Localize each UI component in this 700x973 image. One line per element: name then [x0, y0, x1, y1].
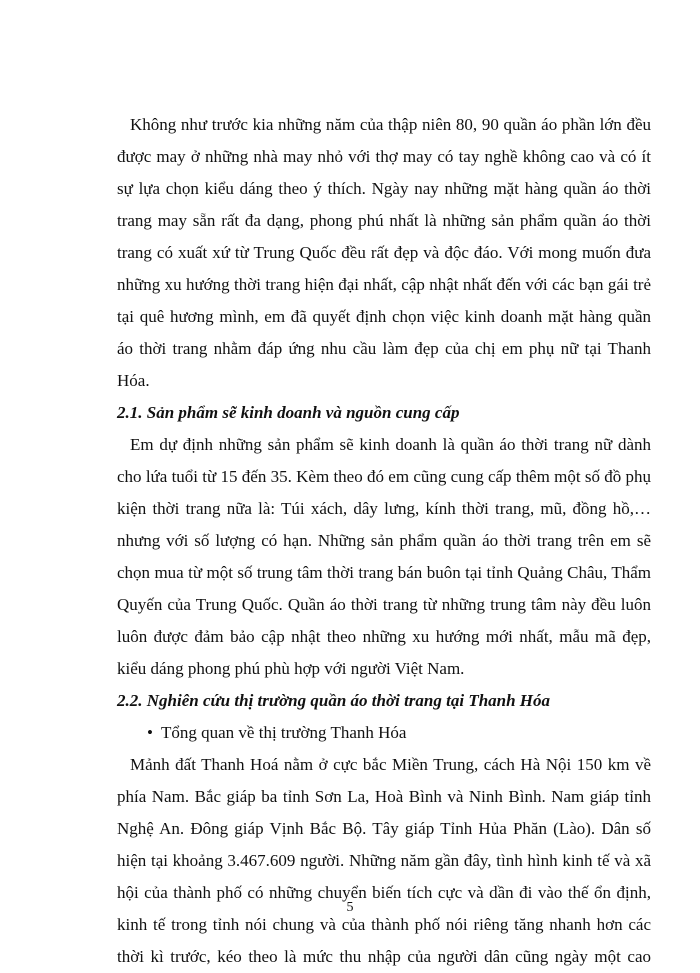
paragraph-line: tại quê hương mình, em đã quyết định chọn việc kinh doanh mặt hàng quần [117, 307, 651, 326]
paragraph-line: nhưng với số lượng có hạn. Những sản phẩm quần áo thời trang trên em sẽ [117, 531, 651, 550]
paragraph-line: chọn mua từ một số trung tâm thời trang bán buôn tại tỉnh Quảng Châu, Thẩm [117, 563, 651, 582]
paragraph-line: phía Nam. Bắc giáp ba tỉnh Sơn La, Hoà Bình và Ninh Bình. Nam giáp tỉnh [117, 787, 651, 806]
paragraph-line: hội của thành phố có những chuyển biến tích cực và dần đi vào thế ổn định, [117, 883, 651, 902]
intro-paragraph [117, 109, 651, 397]
bullet-icon: • [147, 723, 153, 742]
paragraph-line: hiện tại khoảng 3.467.609 người. Những năm gần đây, tình hình kinh tế và xã [117, 851, 651, 870]
paragraph-line: Em dự định những sản phẩm sẽ kinh doanh là quần áo thời trang nữ dành [130, 435, 651, 454]
paragraph-line: Nghệ An. Đông giáp Vịnh Bắc Bộ. Tây giáp Tỉnh Hủa Phăn (Lào). Dân số [117, 819, 651, 838]
paragraph-line: Quyến của Trung Quốc. Quần áo thời trang từ những trung tâm này đều luôn [117, 595, 651, 614]
paragraph-line: kinh tế trong tỉnh nói chung và của thành phố nói riêng tăng nhanh hơn các [117, 915, 651, 934]
paragraph-line: kiểu dáng phong phú phù hợp với người Việt Nam. [117, 659, 465, 678]
paragraph-line: Không như trước kia những năm của thập niên 80, 90 quần áo phần lớn đều [130, 115, 651, 134]
market-paragraph [117, 749, 651, 973]
paragraph-line: được may ở những nhà may nhỏ với thợ may có tay nghề không cao và có ít [117, 147, 651, 166]
section-heading-2-2: 2.2. Nghiên cứu thị trường quần áo thời trang tại Thanh Hóa [117, 691, 551, 710]
paragraph-line: kiện thời trang nữa là: Túi xách, dây lưng, kính thời trang, mũ, đồng hồ,… [117, 499, 651, 518]
bullet-text: Tổng quan về thị trường Thanh Hóa [161, 723, 407, 742]
paragraph-line: trang may sẵn rất đa dạng, phong phú nhất là những sản phẩm quần áo thời [117, 211, 651, 230]
paragraph-line: áo thời trang nhằm đáp ứng nhu cầu làm đẹp của chị em phụ nữ tại Thanh [117, 339, 651, 358]
paragraph-line: những xu hướng thời trang hiện đại nhất, cập nhật nhất đến với các bạn gái trẻ [117, 275, 651, 294]
paragraph-line: sự lựa chọn kiểu dáng theo ý thích. Ngày nay những mặt hàng quần áo thời [117, 179, 651, 198]
page-number: 5 [346, 900, 354, 915]
section-heading-2-1: 2.1. Sản phẩm sẽ kinh doanh và nguồn cung cấp [117, 403, 460, 422]
products-paragraph [117, 429, 651, 685]
paragraph-line: luôn được đảm bảo cập nhật theo những xu hướng mới nhất, mẫu mã đẹp, [117, 627, 651, 646]
bullet-item [117, 717, 651, 749]
paragraph-line: trang có xuất xứ từ Trung Quốc đều rất đẹp và độc đáo. Với mong muốn đưa [117, 243, 651, 262]
paragraph-line: Hóa. [117, 371, 150, 390]
paragraph-line: Mảnh đất Thanh Hoá nằm ở cực bắc Miền Trung, cách Hà Nội 150 km về [130, 755, 651, 774]
page-content [117, 109, 651, 973]
paragraph-line: thời kì trước, kéo theo là mức thu nhập của người dân cũng ngày một cao [117, 947, 651, 966]
paragraph-line: cho lứa tuổi từ 15 đến 35. Kèm theo đó em cũng cung cấp thêm một số đồ phụ [117, 467, 651, 486]
